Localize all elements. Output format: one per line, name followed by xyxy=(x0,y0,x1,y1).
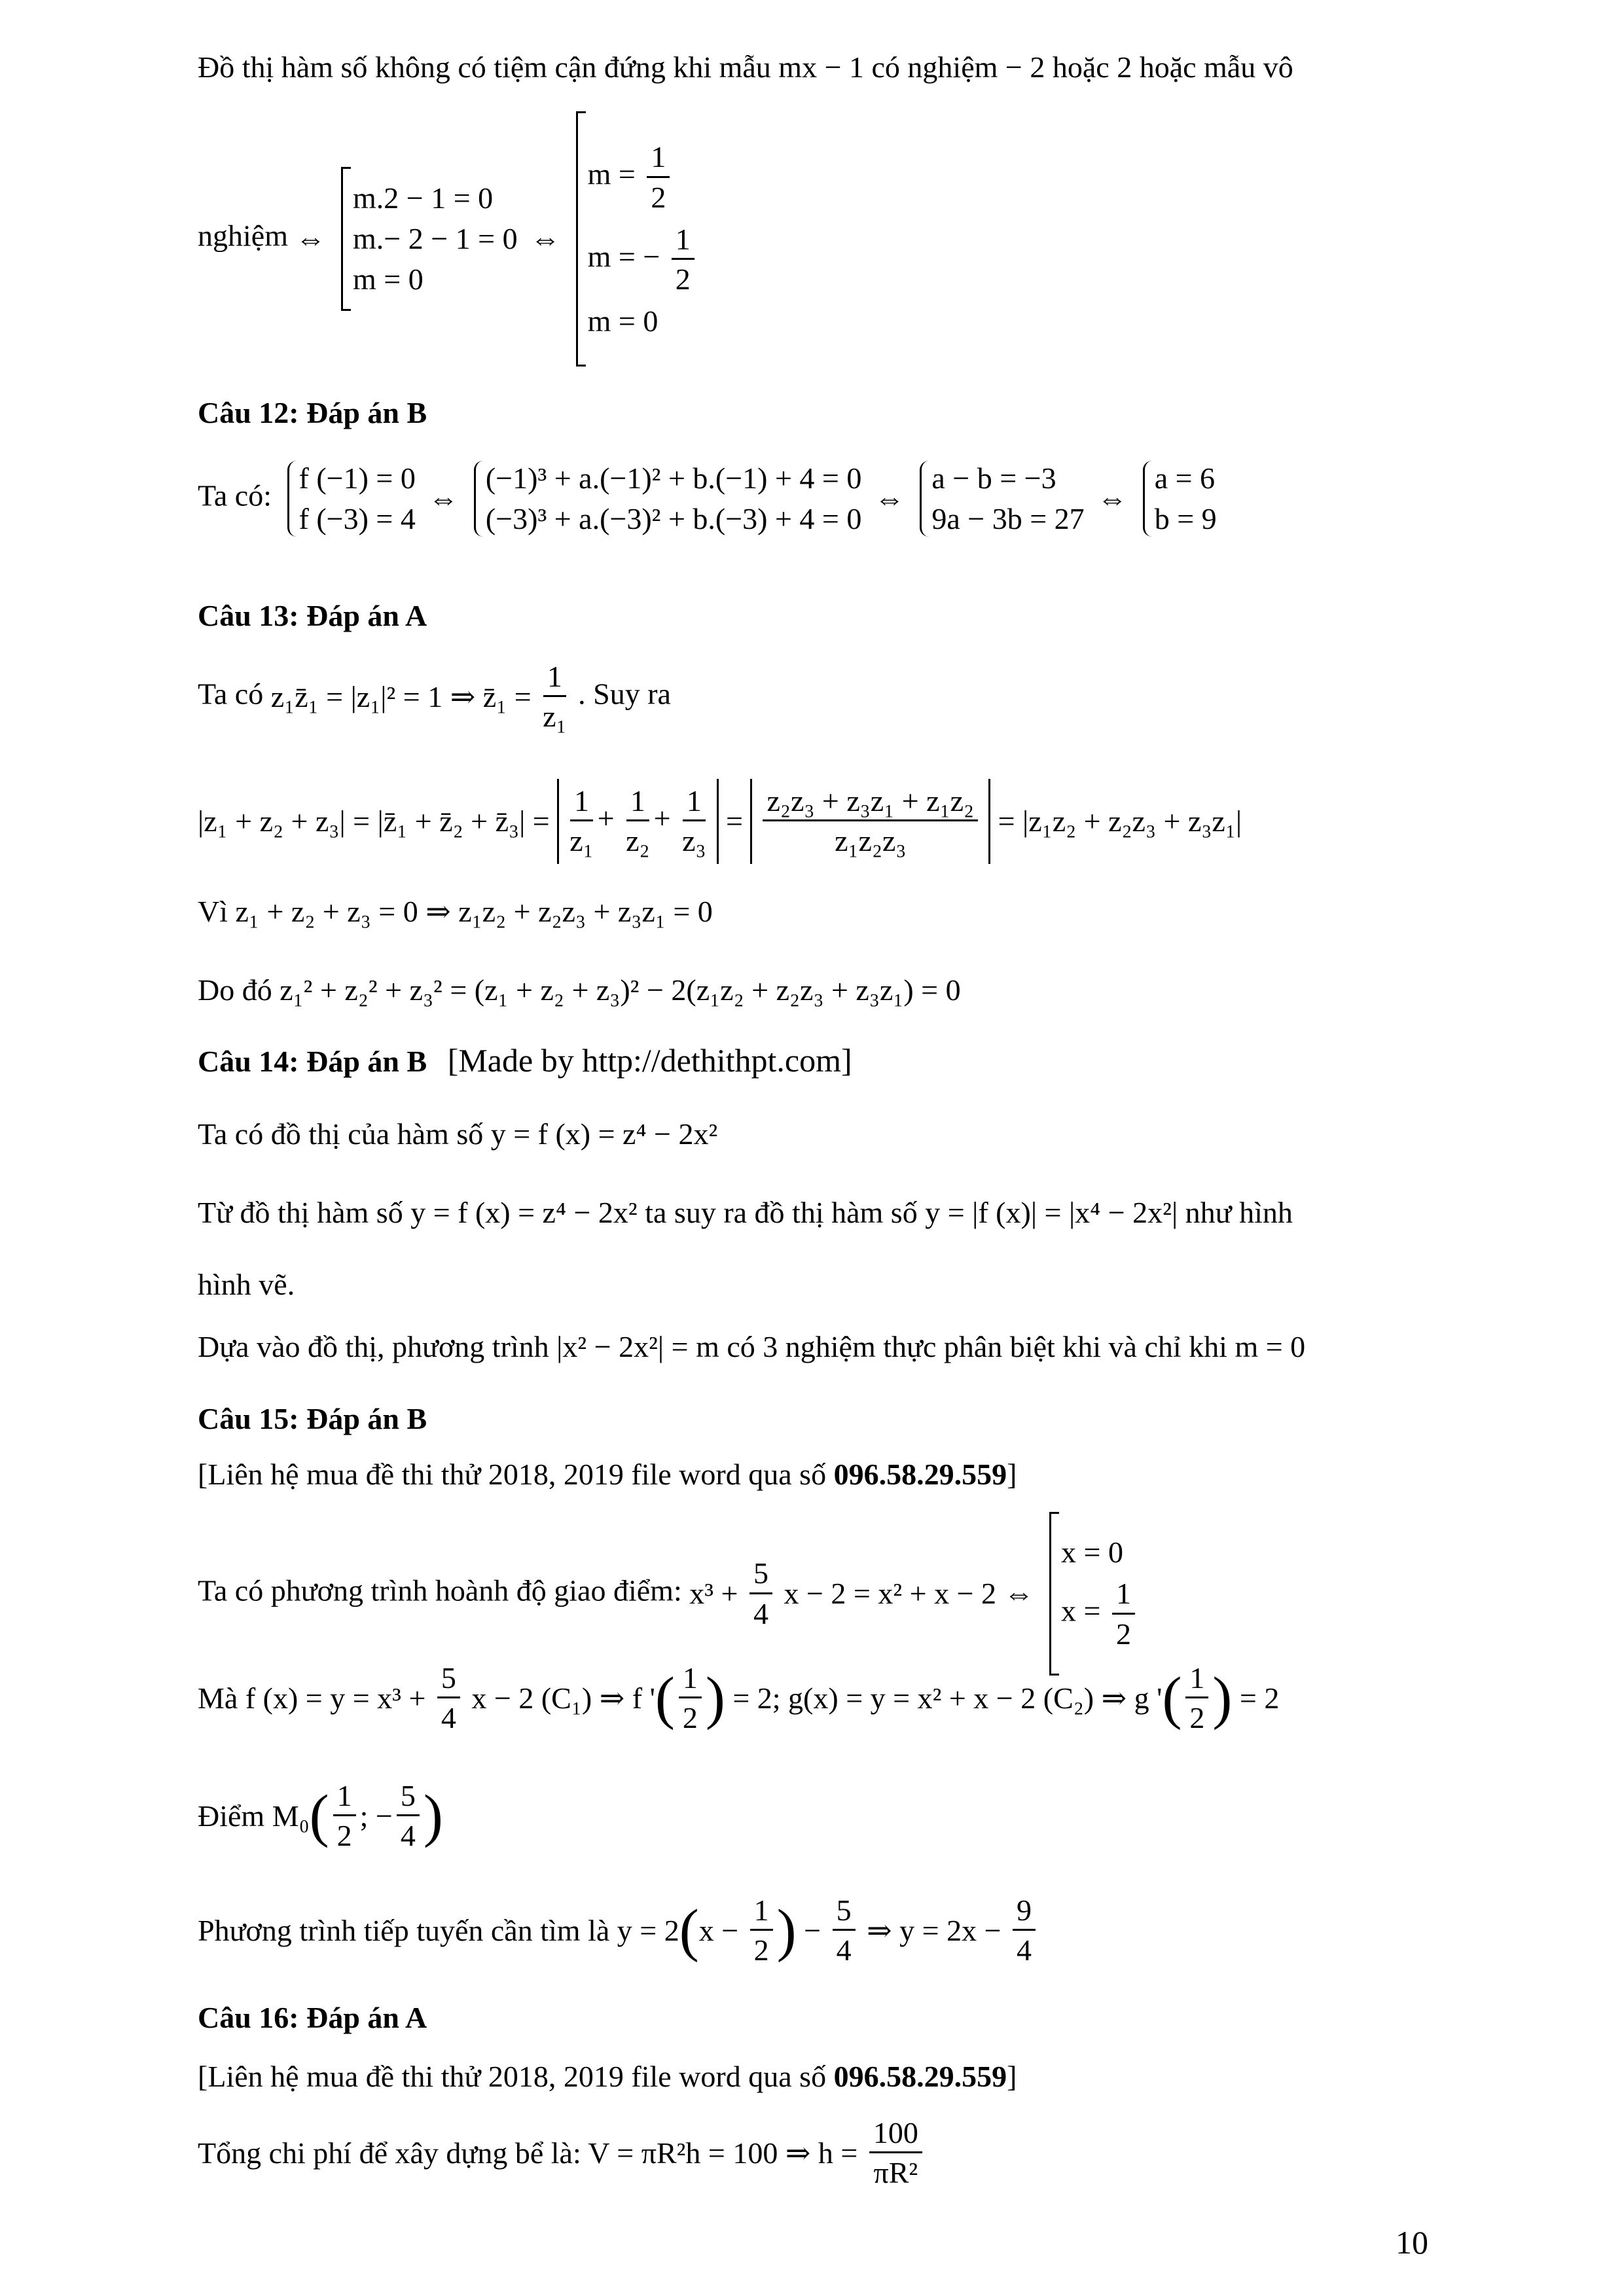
intro-system-1 xyxy=(338,167,518,311)
intro-m-eq-2: m = − xyxy=(587,240,660,274)
intro-m-eq-1: m = xyxy=(587,157,636,191)
q13-line3: Vì z₁ + z₂ + z₃ = 0 ⇒ z₁z₂ + z₂z₃ + z₃z₁ = 0 xyxy=(198,895,713,928)
q15-line3: Điểm M₀( $\frac{1}{2}$ ; − $\frac{5}{4}$ ) xyxy=(198,1779,443,1853)
q12-sys3: a − b = −3 9a − 3b = 27 xyxy=(917,458,1084,539)
q14-line1: Ta có đồ thị của hàm số y = f (x) = z⁴ − 2x² xyxy=(198,1117,718,1151)
q13-frac-1: $\frac{1}{\text{z₁}}$ xyxy=(543,660,567,734)
intro-system-2 xyxy=(573,111,698,367)
q14-line4: Dựa vào đồ thị, phương trình |x² − 2x²| = m có 3 nghiệm thực phân biệt khi và chỉ khi m = 0 xyxy=(198,1330,1306,1363)
intro-sys1-row3: m = 0 xyxy=(352,262,424,296)
q12-system-row: Ta có: f (−1) = 0 f (−3) = 4 ⇔ (−1)³ + a.(−1)² + b.(−1) + 4 = 0 (−3)³ + a.(−3)² + b.(−3) + 4 = 0 ⇔ a − b = −3 9a − 3b = 27 ⇔ a = 6 b = 9 xyxy=(198,458,1222,539)
q12-sys1: f (−1) = 0 f (−3) = 4 xyxy=(285,458,416,539)
q12-heading: Câu 12: Đáp án B xyxy=(198,396,427,429)
q15-line4: Phương trình tiếp tuyến cần tìm là y = 2(x − $\frac{1}{2}$ ) − $\frac{5}{4}$ ⇒ y = 2x − $\frac{9}{4}$ xyxy=(198,1895,1039,1967)
q12-sys4: a = 6 b = 9 xyxy=(1140,458,1217,539)
q12-lead: Ta có: xyxy=(198,478,272,512)
intro-system-row: nghiệm ⇔ m.2 − 1 = 0 m.− 2 − 1 = 0 m = 0 ⇔ m = $\frac{1}{2}$ m = − $\frac{1}{2}$ m = 0 xyxy=(198,111,704,367)
intro-frac-2: $\frac{1}{2}$ xyxy=(672,224,695,296)
q15-line1: Ta có phương trình hoành độ giao điểm: x³ + $\frac{5}{4}$ x − 2 = x² + x − 2 ⇔ x = 0 x = $\frac{1}{2}$ xyxy=(198,1512,1144,1676)
q16-heading: Câu 16: Đáp án A xyxy=(198,2001,427,2034)
q13-line4: Do đó z₁² + z₂² + z₃² = (z₁ + z₂ + z₃)² − 2(z₁z₂ + z₂z₃ + z₃z₁) = 0 xyxy=(198,973,961,1007)
q14-heading-row xyxy=(198,1044,852,1077)
intro-sys1-row2: m.− 2 − 1 = 0 xyxy=(352,222,518,255)
q16-contact: [Liên hệ mua đề thi thử 2018, 2019 file word qua số 096.58.29.559] xyxy=(198,2060,1017,2093)
q15-heading: Câu 15: Đáp án B xyxy=(198,1402,427,1435)
q15-contact: [Liên hệ mua đề thi thử 2018, 2019 file word qua số 096.58.29.559] xyxy=(198,1458,1017,1491)
q13-line2: |z₁ + z₂ + z₃| = |z̄₁ + z̄₂ + z̄₃| = $\frac{1}{\text{z₁}}$ + $\frac{1}{\text{z₂}}$ + $\frac{1}{\text{z₃}}$ = $\frac{\text{z₂z₃ + z₃z₁ + z₁z₂}}{\text{z₁z₂z₃}}$ = |z₁z₂ + z₂z₃ + z₃z₁| xyxy=(198,779,1242,864)
q12-sys2: (−1)³ + a.(−1)² + b.(−1) + 4 = 0 (−3)³ + a.(−3)² + b.(−3) + 4 = 0 xyxy=(471,458,862,539)
intro-line1: Đồ thị hàm số không có tiệm cận đứng khi mẫu mx − 1 có nghiệm − 2 hoặc 2 hoặc mẫu vô xyxy=(198,50,1293,84)
intro-nghiem: nghiệm xyxy=(198,219,288,253)
page-number: 10 xyxy=(1396,2224,1428,2261)
q15-phone: 096.58.29.559 xyxy=(833,1458,1007,1491)
q13-heading: Câu 13: Đáp án A xyxy=(198,599,427,632)
q13-line1: Ta có z₁z̄₁ = |z₁|² = 1 ⇒ z̄₁ = $\frac{1}{\text{z₁}}$ . Suy ra xyxy=(198,660,671,734)
intro-sys2-row3: m = 0 xyxy=(587,304,659,338)
q15-sys: x = 0 x = $\frac{1}{2}$ xyxy=(1047,1512,1139,1676)
q13-big-frac: $\frac{\text{z₂z₃ + z₃z₁ + z₁z₂}}{\text{z₁z₂z₃}}$ xyxy=(763,785,978,857)
q14-line2: Từ đồ thị hàm số y = f (x) = z⁴ − 2x² ta suy ra đồ thị hàm số y = |f (x)| = |x⁴ − 2x²| như hình xyxy=(198,1196,1293,1229)
q16-phone: 096.58.29.559 xyxy=(833,2060,1007,2093)
q14-made-by: [Made by http://dethithpt.com] xyxy=(447,1042,852,1079)
q16-line1: Tổng chi phí để xây dựng bể là: V = πR²h = 100 ⇒ h = $\frac{100}{\text{πR²}}$ xyxy=(198,2117,926,2189)
intro-frac-1: $\frac{1}{2}$ xyxy=(647,141,670,213)
q15-line2: Mà f (x) = y = x³ + $\frac{5}{4}$ x − 2 (C₁) ⇒ f '( $\frac{1}{2}$ ) = 2; g(x) = y = x² + x − 2 (C₂) ⇒ g '( $\frac{1}{2}$ ) = 2 xyxy=(198,1661,1280,1735)
q14-heading: Câu 14: Đáp án B xyxy=(198,1045,427,1078)
q14-line3: hình vẽ. xyxy=(198,1268,295,1301)
intro-sys1-row1: m.2 − 1 = 0 xyxy=(352,181,494,215)
